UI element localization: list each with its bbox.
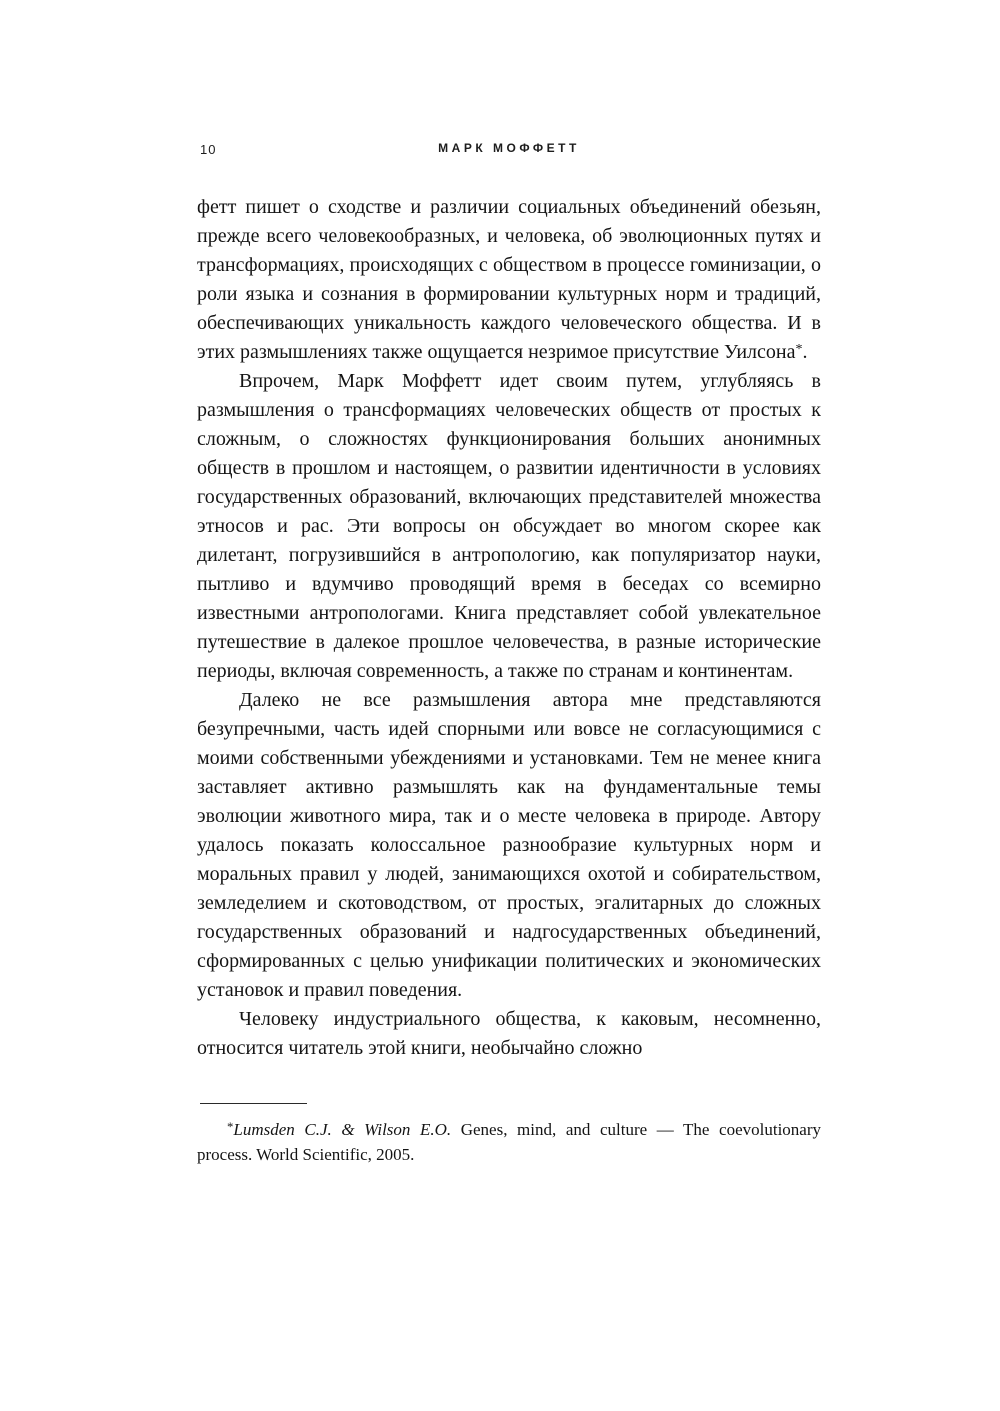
body-text xyxy=(197,193,821,1063)
page-number: 10 xyxy=(200,142,217,157)
paragraph: Впрочем, Марк Моффетт идет своим путем, углубляясь в размышления о трансформациях человеческих обществ от простых к сложным, о сложностях функционирования больших анонимных обществ в прошлом и настоящем, о развитии идентичности в условиях государственных образований, включающих представителей множества этносов и рас. Эти вопросы он обсуждает во многом скорее как дилетант, погрузившийся в антропологию, как популяризатор науки, пытливо и вдумчиво проводящий время в беседах со всемирно известными антропологами. Книга представляет собой увлекательное путешествие в далекое прошлое человечества, в разные исторические периоды, включая современность, а также по странам и континентам. xyxy=(197,370,821,682)
paragraph-text: фетт пишет о сходстве и различии социальных объединений обезьян, прежде всего человекообразных, и человека, об эволюционных путях и трансформациях, происходящих с обществом в процессе гоминизации, о роли языка и сознания в формировании культурных норм и традиций, обеспечивающих уникальность каждого человеческого общества. И в этих размышлениях также ощущается незримое присутствие Уилсона xyxy=(197,196,821,363)
paragraph: Человеку индустриального общества, к каковым, несомненно, относится читатель этой книги, необычайно сложно xyxy=(197,1008,821,1059)
footnote-text: Genes, mind, and culture — The coevolutionary process. World Scientific, 2005. xyxy=(197,1120,821,1164)
footnote-authors: Lumsden C.J. & Wilson E.O. xyxy=(233,1120,452,1139)
footnote xyxy=(197,1117,821,1167)
paragraph: Далеко не все размышления автора мне представляются безупречными, часть идей спорными или вовсе не согласующимися с моими собственными убеждениями и установками. Тем не менее книга заставляет активно размышлять как на фундаментальные темы эволюции животного мира, так и о месте человека в природе. Автору удалось показать колоссальное разнообразие культурных норм и моральных правил у людей, занимающихся охотой и собирательством, земледелием и скотоводством, от простых, эгалитарных до сложных государственных образований и надгосударственных объединений, сформированных с целью унификации политических и экономических установок и правил поведения. xyxy=(197,689,821,1001)
running-title: МАРК МОФФЕТТ xyxy=(438,141,580,155)
running-head xyxy=(197,141,821,157)
footnote-reference: * xyxy=(795,342,803,358)
text-column xyxy=(197,141,821,1167)
footnote-section xyxy=(197,1103,821,1167)
paragraph xyxy=(197,193,821,367)
footnote-marker: * xyxy=(227,1120,234,1135)
footnote-divider xyxy=(200,1103,307,1104)
paragraph-text: . xyxy=(802,341,808,363)
